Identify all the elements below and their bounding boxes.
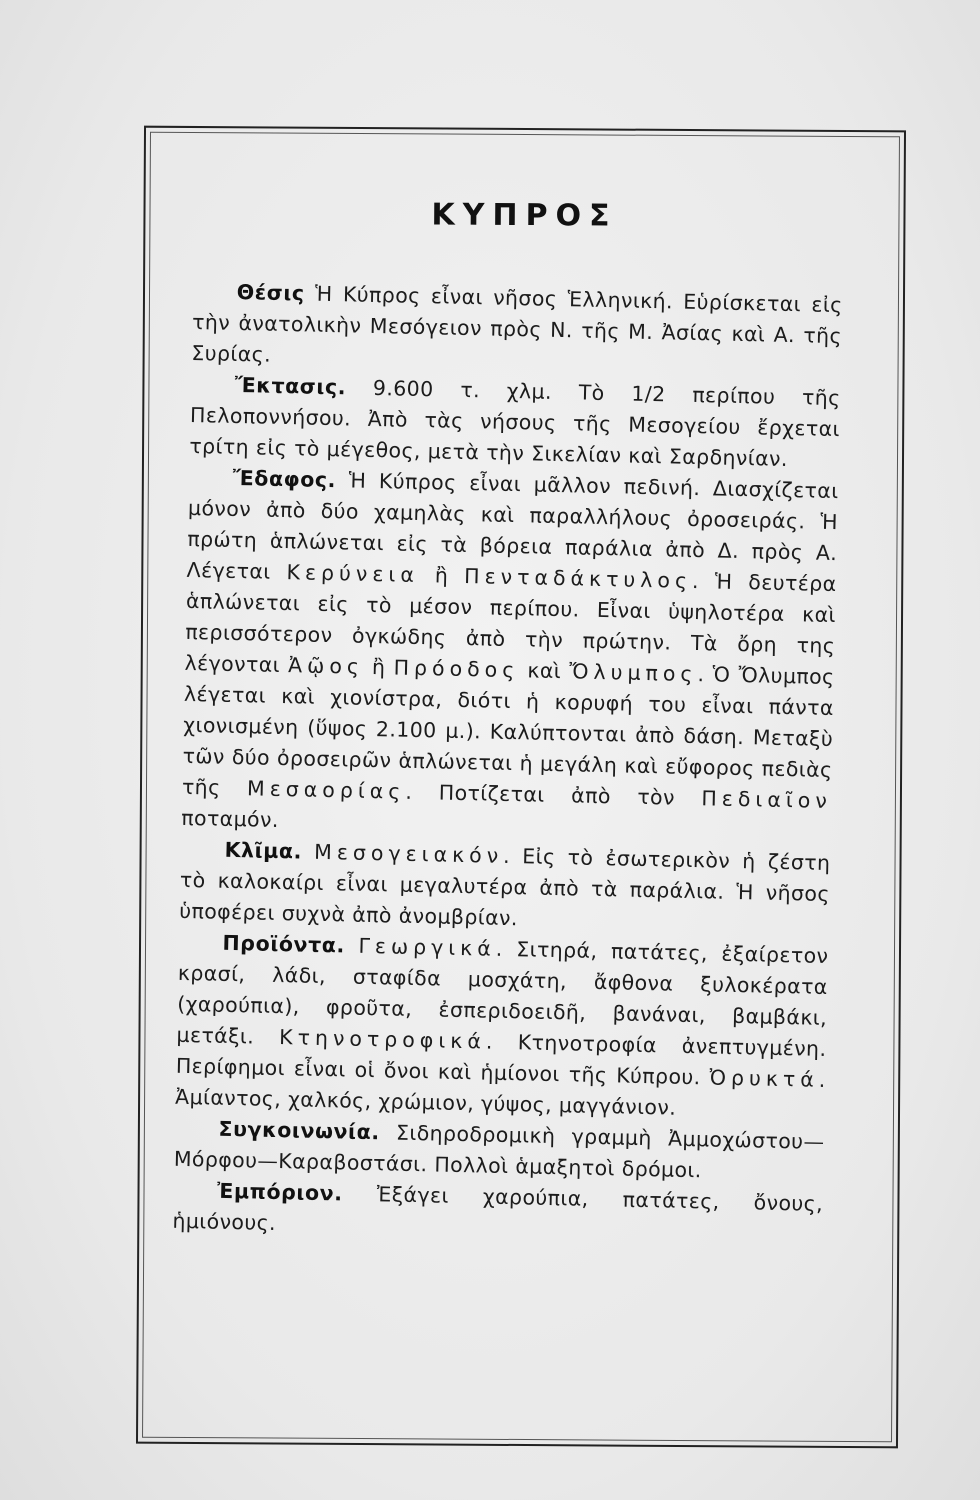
section-text: Ἡ Κύπρος εἶναι μᾶλλον πεδινή. Διασχίζεται μόνον ἀπὸ δύο χαμηλὰς καὶ παραλλήλους ὀροσειράς. Ἡ πρώτη ἁπλώνεται εἰς τὰ βόρεια παράλια ἀπὸ Δ. πρὸς Α. Λέγεται xyxy=(186,468,839,585)
section-text: . Εἰς τὸ ἐσωτερικὸν ἡ ζέστη τὸ καλοκαίρι εἶναι μεγαλυτέρα ἀπὸ τὰ παράλια. Ἡ νῆσος ὑποφέρει συχνὰ ἀπὸ ἀνομβρίαν. xyxy=(179,843,831,931)
section-text: 9.600 τ. χλμ. Τὸ 1/2 περίπου τῆς Πελοποννήσου. Ἀπὸ τὰς νήσους τῆς Μεσογείου ἔρχεται τρίτη εἰς τὸ μέγεθος, μετὰ τὴν Σικελίαν καὶ Σαρδηνίαν. xyxy=(189,375,841,472)
spaced-term: Γεωργικά xyxy=(358,933,497,961)
section-heading: Συγκοινωνία. xyxy=(218,1116,381,1145)
section-heading: Ἔδαφος. xyxy=(232,465,337,493)
section-text: . Ποτίζεται ἀπὸ τὸν xyxy=(405,779,702,811)
section-text: . Σιτηρά, πατάτες, ἐξαίρετον κρασί, λάδι, σταφίδα μοσχάτη, ἄφθονα ξυλοκέρατα (χαρούπια), φροῦτα, ἐσπεριδοειδῆ, βανάναι, βαμβάκι, μετάξι. xyxy=(176,936,829,1050)
section-paragraph xyxy=(189,369,841,476)
section-text: Ἡ Κύπρος εἶναι νῆσος Ἑλληνική. Εὑρίσκεται εἰς τὴν ἀνατολικὴν Μεσόγειον πρὸς Ν. τῆς Μ. Ἀσίας καὶ Α. τῆς Συρίας. xyxy=(191,281,843,367)
spaced-term: Ὀρυκτά xyxy=(709,1065,820,1092)
section-text: . Ἀμίαντος, χαλκός, χρώμιον, γύψος, μαγγάνιον. xyxy=(174,1067,826,1120)
spaced-term: Μεσαορίας xyxy=(246,776,406,804)
page-title: ΚΥΠΡΟΣ xyxy=(431,197,618,234)
section-paragraph xyxy=(172,1175,823,1251)
article-body xyxy=(172,276,843,1251)
spaced-term: Πρόοδος xyxy=(393,655,520,683)
spaced-term: Πεδιαῖον xyxy=(701,786,833,814)
spaced-term: Πενταδάκτυλος xyxy=(463,563,693,593)
section-text: Ἐξάγει χαρούπια, πατάτες, ὄνους, ἡμιόνους. xyxy=(172,1182,824,1236)
section-heading: Θέσις xyxy=(236,279,305,306)
section-heading: Ἔκτασις. xyxy=(234,372,347,400)
section-paragraph xyxy=(175,927,829,1127)
spaced-term: Ἀῷος xyxy=(287,653,365,679)
section-text: . Ὁ Ὄλυμπος λέγεται καὶ χιονίστρα, διότι ἡ κορυφή του εἶναι πάντα χιονισμένη (ὕψος 2.100 μ.). Καλύπτονται ἀπὸ δάση. Μεταξὺ τῶν δύο ὀροσειρῶν ἁπλώνεται ἡ μεγάλη καὶ εὔφορος πεδιὰς τῆς xyxy=(181,662,835,801)
spaced-term: Κερύνεια xyxy=(286,560,420,587)
section-text: ἢ xyxy=(363,654,394,680)
section-paragraph xyxy=(179,834,831,941)
section-text: Σιδηροδρομικὴ γραμμὴ Ἀμμοχώστου—Μόρφου—Καραβοστάσι. Πολλοὶ ἁμαξητοὶ δρόμοι. xyxy=(173,1120,825,1183)
section-text: . Ἡ δευτέρα ἁπλώνεται εἰς τὸ μέσον περίπου. Εἶναι ὑψηλοτέρα καὶ περισσότερον ὀγκώδης ἀπὸ τὴν πρώτην. Τὰ ὄρη της λέγονται xyxy=(184,568,837,678)
section-text: ἢ xyxy=(418,562,465,588)
section-text: ποταμόν. xyxy=(181,805,280,832)
spaced-term: Κτηνοτροφικά xyxy=(278,1025,487,1054)
page-border-frame xyxy=(136,126,906,1449)
section-heading: Ἐμπόριον. xyxy=(216,1178,343,1206)
section-heading: Προϊόντα. xyxy=(222,930,346,958)
spaced-term: Ὄλυμπος xyxy=(569,659,698,687)
spaced-term: Μεσογειακόν xyxy=(313,839,504,868)
section-text: . Κτηνοτροφία ἀνεπτυγμένη. Περίφημοι εἶναι οἱ ὄνοι καὶ ἡμίονοι τῆς Κύπρου. xyxy=(175,1029,827,1090)
section-text: καὶ xyxy=(519,658,570,684)
section-paragraph xyxy=(181,462,839,848)
section-paragraph xyxy=(191,276,843,383)
section-heading: Κλῖμα. xyxy=(224,837,303,864)
